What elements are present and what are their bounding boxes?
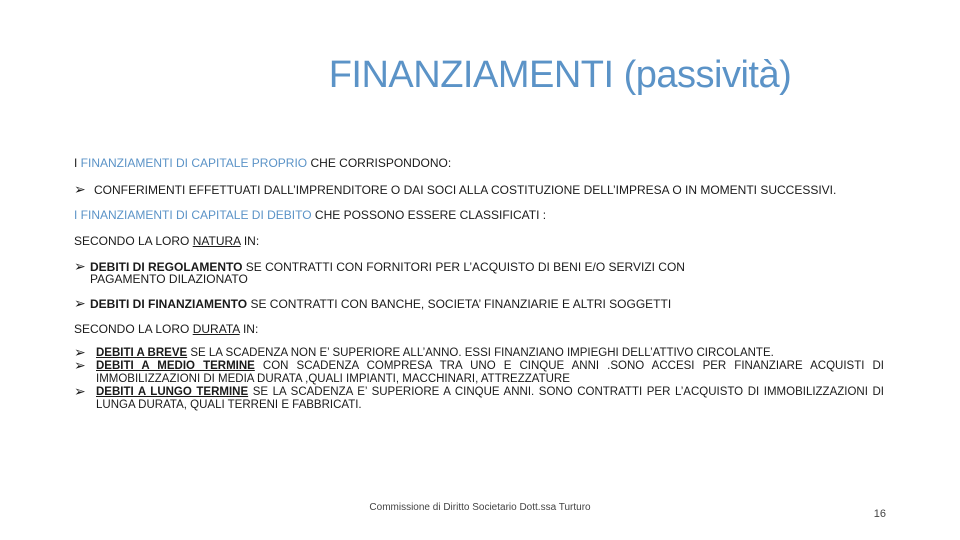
arrow-bullet-icon: ➢ xyxy=(74,357,86,373)
durata-item-medio-term: DEBITI A MEDIO TERMINE xyxy=(96,360,255,372)
natura-item-1-term: DEBITI DI REGOLAMENTO xyxy=(90,260,243,274)
arrow-bullet-icon: ➢ xyxy=(74,181,86,197)
durata-item-breve-text: SE LA SCADENZA NON E’ SUPERIORE ALL’ANNO. ESSI FINANZIANO IMPIEGHI DELL’ATTIVO CIRCOLANTE. xyxy=(187,347,774,359)
arrow-bullet-icon: ➢ xyxy=(74,344,86,360)
durata-item-medio-text: CON SCADENZA COMPRESA TRA UNO E CINQUE ANNI .SONO ACCESI PER FINANZIARE ACQUISTI DI IMMOBILIZZAZIONI DI MEDIA DURATA ,QUALI IMPIANTI, MACCHINARI, ATTREZZATURE xyxy=(96,360,884,385)
arrow-bullet-icon: ➢ xyxy=(74,295,86,311)
durata-suffix: IN: xyxy=(239,322,259,336)
intro-suffix: CHE CORRISPONDONO: xyxy=(307,156,452,170)
arrow-bullet-icon: ➢ xyxy=(74,258,86,274)
debito-highlight: I FINANZIAMENTI DI CAPITALE DI DEBITO xyxy=(74,208,312,222)
natura-item-1-text: SE CONTRATTI CON FORNITORI PER L’ACQUISTO DI BENI E/O SERVIZI CON xyxy=(242,260,685,274)
natura-prefix: SECONDO LA LORO xyxy=(74,234,193,248)
intro-highlight: FINANZIAMENTI DI CAPITALE PROPRIO xyxy=(80,156,308,170)
durata-prefix: SECONDO LA LORO xyxy=(74,322,193,336)
slide-title: FINANZIAMENTI (passività) xyxy=(328,54,792,96)
durata-list xyxy=(74,344,884,412)
durata-item-breve xyxy=(74,344,884,360)
bullet-proprio xyxy=(74,182,836,197)
durata-keyword: DURATA xyxy=(192,322,240,336)
durata-item-breve-term: DEBITI A BREVE xyxy=(96,347,188,359)
natura-item-2-term: DEBITI DI FINANZIAMENTO xyxy=(90,297,248,311)
durata-heading xyxy=(74,322,258,336)
natura-keyword: NATURA xyxy=(192,234,241,248)
intro-prefix: I xyxy=(74,156,81,170)
natura-item-2 xyxy=(74,296,671,311)
footer-text: Commissione di Diritto Societario Dott.ssa Turturo xyxy=(369,502,591,513)
durata-item-medio xyxy=(74,357,884,386)
natura-heading xyxy=(74,234,259,248)
durata-item-lungo-term: DEBITI A LUNGO TERMINE xyxy=(96,386,249,398)
bullet-proprio-text: CONFERIMENTI EFFETTUATI DALL’IMPRENDITORE O DAI SOCI ALLA COSTITUZIONE DELL’IMPRESA O IN MOMENTI SUCCESSIVI. xyxy=(94,183,837,197)
natura-item-2-text: SE CONTRATTI CON BANCHE, SOCIETA’ FINANZIARIE E ALTRI SOGGETTI xyxy=(247,297,672,311)
durata-item-lungo xyxy=(74,383,884,412)
natura-suffix: IN: xyxy=(240,234,260,248)
arrow-bullet-icon: ➢ xyxy=(74,383,86,399)
durata-item-lungo-text: SE LA SCADENZA E’ SUPERIORE A CINQUE ANNI. SONO CONTRATTI PER L’ACQUISTO DI IMMOBILIZZAZIONI DI LUNGA DURATA, QUALI TERRENI E FABBRICATI. xyxy=(96,386,884,411)
page-number: 16 xyxy=(873,508,886,520)
intro-line xyxy=(74,156,451,170)
debito-suffix: CHE POSSONO ESSERE CLASSIFICATI : xyxy=(311,208,547,222)
debito-intro-line xyxy=(74,208,546,222)
natura-item-1-cont: PAGAMENTO DILAZIONATO xyxy=(90,272,248,286)
